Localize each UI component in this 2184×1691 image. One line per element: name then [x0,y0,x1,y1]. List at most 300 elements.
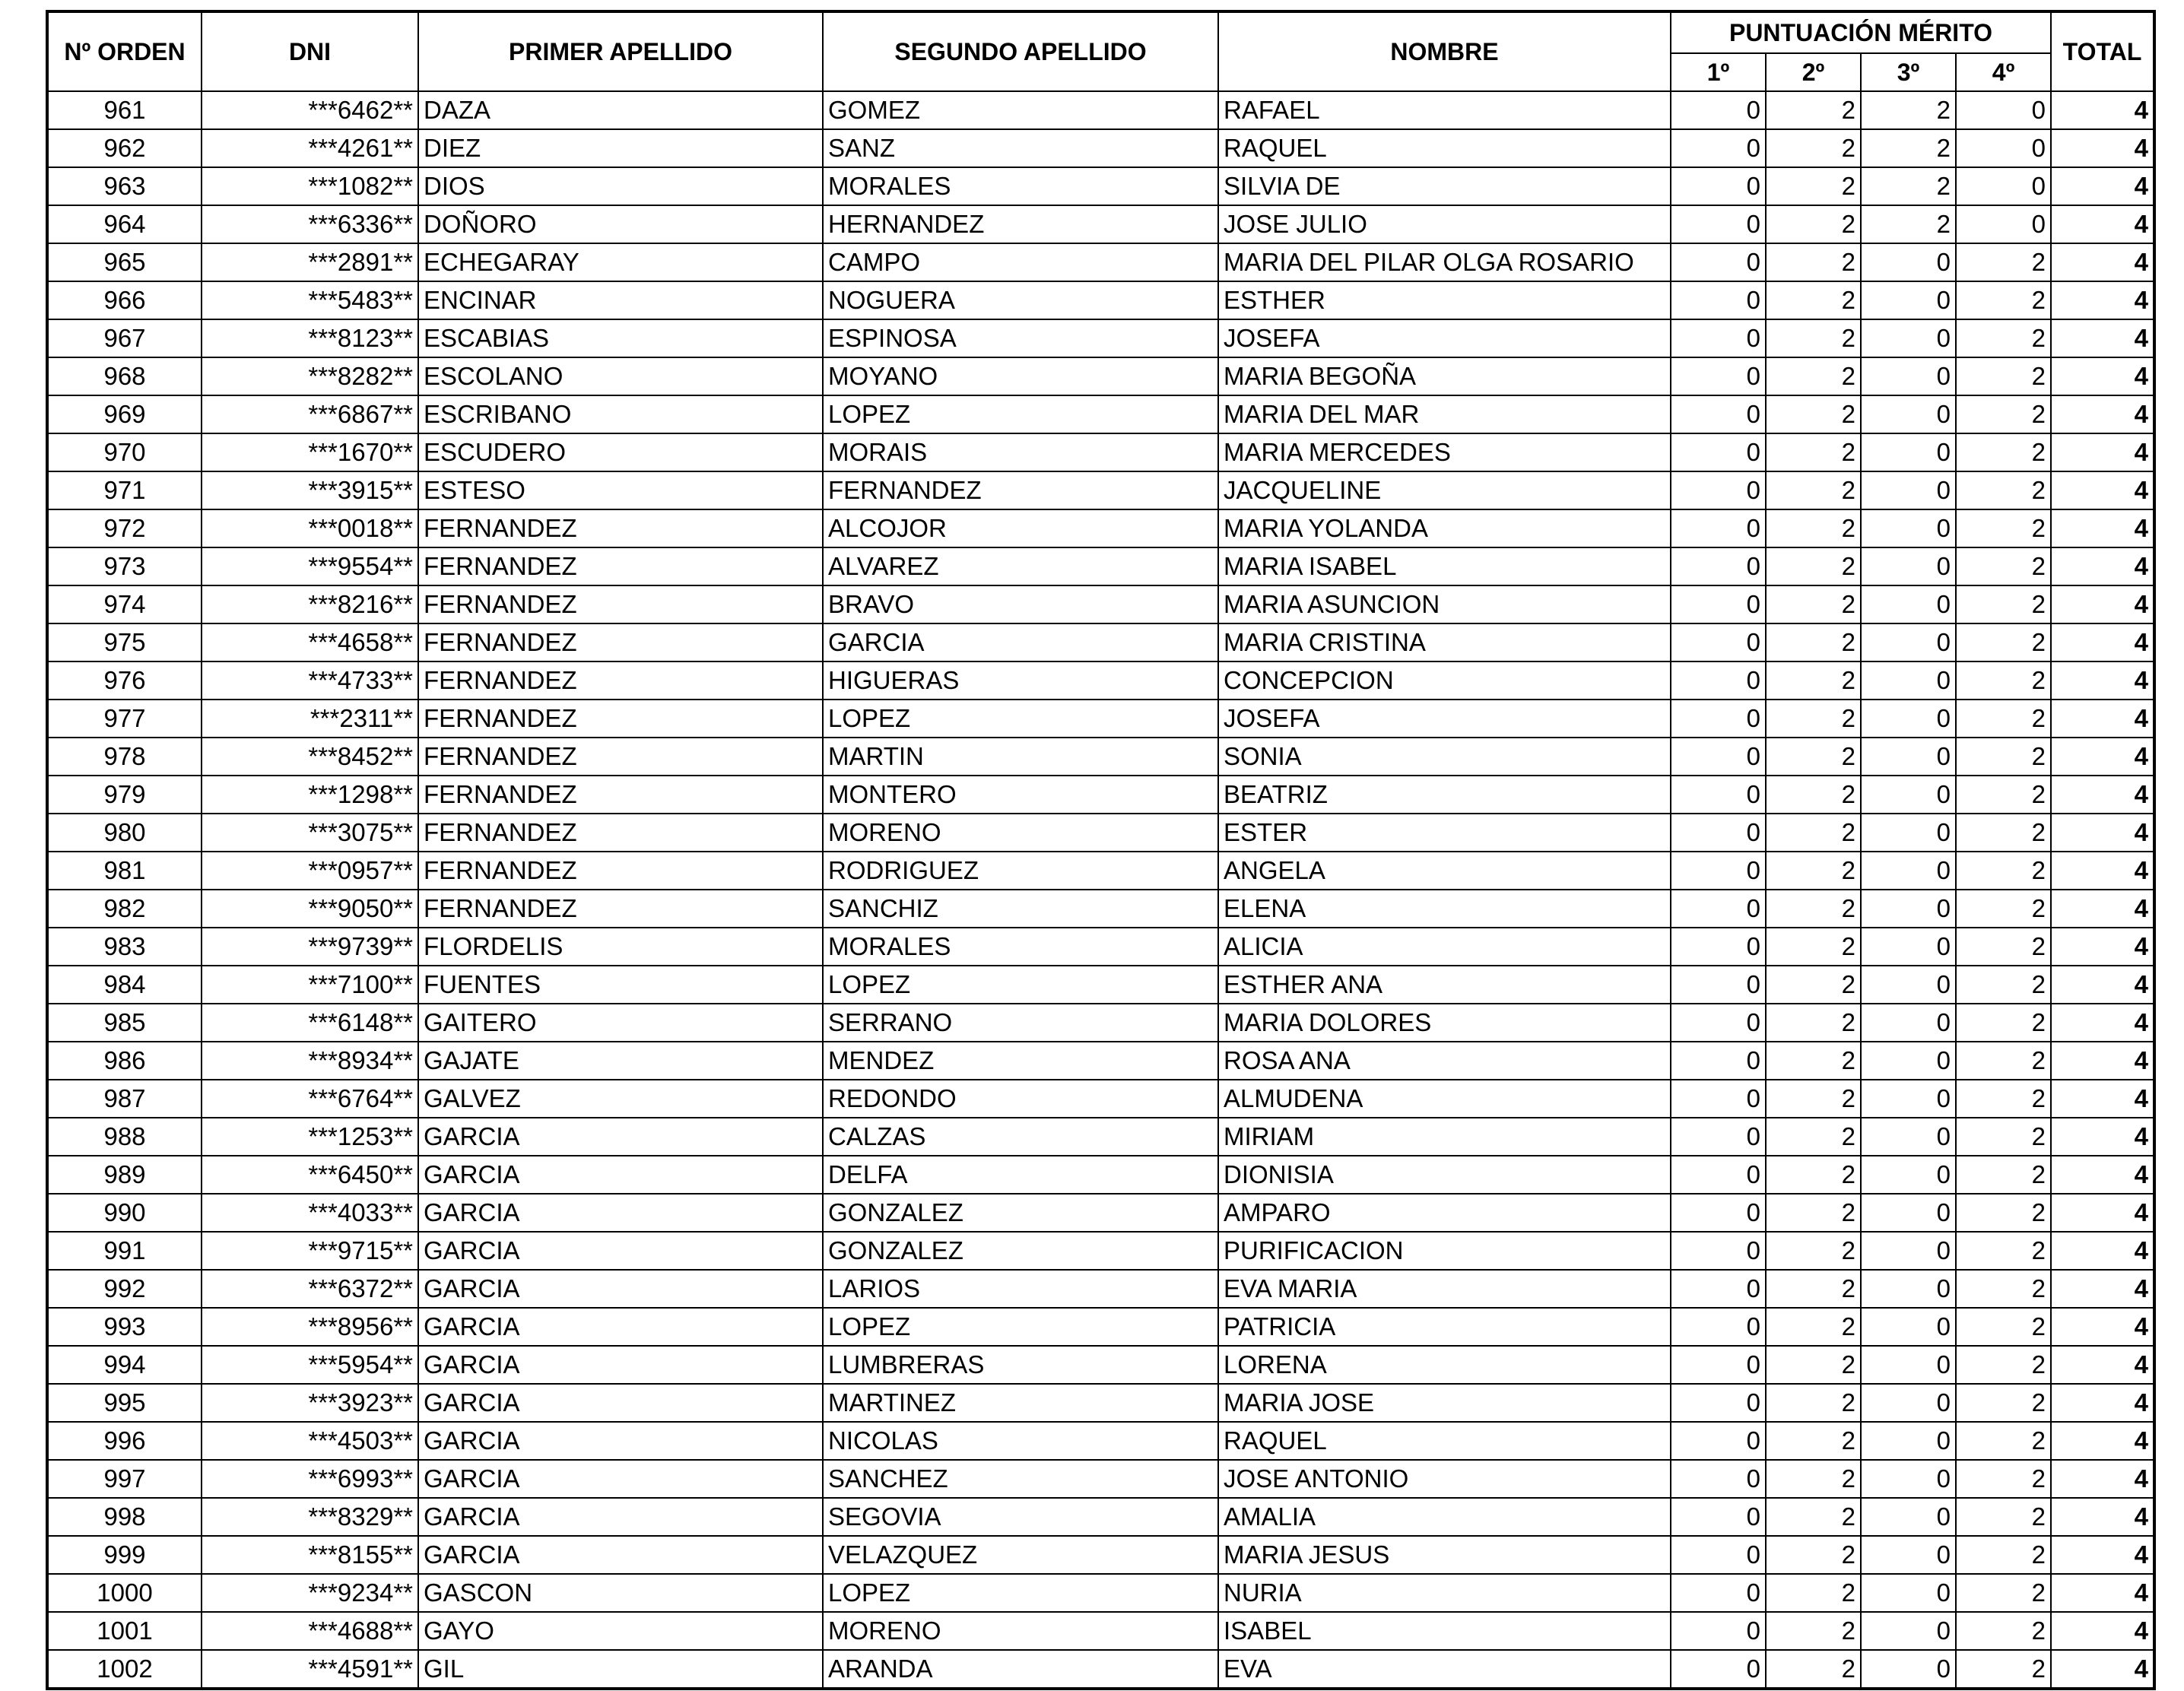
cell-p3: 0 [1861,890,1956,928]
table-row [47,585,2154,623]
cell-p1: 0 [1671,395,1766,433]
cell-primer-apellido: FERNANDEZ [418,814,823,852]
cell-p4: 2 [1956,814,2051,852]
cell-dni: ***4591** [202,1650,418,1689]
cell-nombre: MARIA BEGOÑA [1218,357,1671,395]
cell-dni: ***4503** [202,1422,418,1460]
cell-segundo-apellido: SEGOVIA [823,1498,1218,1536]
cell-segundo-apellido: GONZALEZ [823,1194,1218,1232]
cell-segundo-apellido: LOPEZ [823,395,1218,433]
cell-nombre: RAQUEL [1218,1422,1671,1460]
cell-p1: 0 [1671,91,1766,129]
cell-orden: 971 [47,471,202,509]
cell-nombre: EVA MARIA [1218,1270,1671,1308]
cell-total: 4 [2051,623,2154,661]
cell-primer-apellido: GAJATE [418,1042,823,1080]
cell-p3: 0 [1861,357,1956,395]
cell-nombre: ALMUDENA [1218,1080,1671,1118]
table-row [47,623,2154,661]
cell-dni: ***2311** [202,700,418,738]
table-row [47,738,2154,776]
cell-total: 4 [2051,1042,2154,1080]
cell-orden: 997 [47,1460,202,1498]
table-row [47,243,2154,281]
cell-p4: 2 [1956,661,2051,700]
cell-p1: 0 [1671,1232,1766,1270]
cell-nombre: AMALIA [1218,1498,1671,1536]
cell-p4: 2 [1956,1156,2051,1194]
cell-dni: ***4658** [202,623,418,661]
cell-nombre: JOSE JULIO [1218,205,1671,243]
cell-p4: 2 [1956,738,2051,776]
cell-p1: 0 [1671,1156,1766,1194]
cell-p2: 2 [1766,1650,1861,1689]
cell-total: 4 [2051,585,2154,623]
cell-dni: ***0018** [202,509,418,547]
cell-p3: 0 [1861,1574,1956,1612]
cell-primer-apellido: GAYO [418,1612,823,1650]
cell-total: 4 [2051,1004,2154,1042]
cell-total: 4 [2051,129,2154,167]
cell-p4: 2 [1956,357,2051,395]
cell-dni: ***9554** [202,547,418,585]
cell-p1: 0 [1671,319,1766,357]
cell-p3: 0 [1861,661,1956,700]
cell-p2: 2 [1766,205,1861,243]
cell-p1: 0 [1671,1194,1766,1232]
cell-p1: 0 [1671,1574,1766,1612]
cell-primer-apellido: GARCIA [418,1498,823,1536]
cell-primer-apellido: GARCIA [418,1308,823,1346]
cell-p2: 2 [1766,1004,1861,1042]
cell-primer-apellido: FERNANDEZ [418,547,823,585]
cell-dni: ***8282** [202,357,418,395]
cell-orden: 964 [47,205,202,243]
cell-segundo-apellido: LOPEZ [823,966,1218,1004]
cell-p3: 0 [1861,776,1956,814]
cell-p2: 2 [1766,281,1861,319]
cell-segundo-apellido: MONTERO [823,776,1218,814]
table-row [47,1004,2154,1042]
cell-orden: 970 [47,433,202,471]
cell-total: 4 [2051,890,2154,928]
cell-total: 4 [2051,1308,2154,1346]
table-row [47,1118,2154,1156]
cell-segundo-apellido: ARANDA [823,1650,1218,1689]
cell-p4: 2 [1956,700,2051,738]
cell-p2: 2 [1766,814,1861,852]
cell-p2: 2 [1766,1574,1861,1612]
cell-primer-apellido: ESCOLANO [418,357,823,395]
cell-p1: 0 [1671,928,1766,966]
cell-segundo-apellido: MENDEZ [823,1042,1218,1080]
cell-segundo-apellido: RODRIGUEZ [823,852,1218,890]
cell-dni: ***4688** [202,1612,418,1650]
table-row [47,1270,2154,1308]
cell-total: 4 [2051,281,2154,319]
cell-nombre: SILVIA DE [1218,167,1671,205]
cell-p1: 0 [1671,1460,1766,1498]
cell-nombre: MARIA DOLORES [1218,1004,1671,1042]
cell-nombre: JACQUELINE [1218,471,1671,509]
cell-p2: 2 [1766,509,1861,547]
cell-p1: 0 [1671,547,1766,585]
cell-p3: 0 [1861,623,1956,661]
cell-orden: 992 [47,1270,202,1308]
cell-p4: 2 [1956,1650,2051,1689]
cell-p2: 2 [1766,852,1861,890]
header-puntuacion-merito: PUNTUACIÓN MÉRITO [1671,11,2051,53]
cell-p1: 0 [1671,1308,1766,1346]
cell-p1: 0 [1671,167,1766,205]
cell-primer-apellido: FERNANDEZ [418,509,823,547]
cell-p3: 0 [1861,1080,1956,1118]
cell-nombre: DIONISIA [1218,1156,1671,1194]
cell-orden: 990 [47,1194,202,1232]
cell-p3: 0 [1861,1042,1956,1080]
cell-p3: 0 [1861,966,1956,1004]
cell-p2: 2 [1766,1422,1861,1460]
cell-orden: 981 [47,852,202,890]
cell-p3: 0 [1861,243,1956,281]
cell-dni: ***0957** [202,852,418,890]
cell-p3: 0 [1861,433,1956,471]
table-row [47,129,2154,167]
table-row [47,471,2154,509]
cell-p1: 0 [1671,814,1766,852]
cell-p2: 2 [1766,966,1861,1004]
cell-p3: 0 [1861,1004,1956,1042]
cell-orden: 985 [47,1004,202,1042]
cell-total: 4 [2051,1194,2154,1232]
cell-dni: ***4261** [202,129,418,167]
cell-segundo-apellido: HERNANDEZ [823,205,1218,243]
cell-p3: 0 [1861,1460,1956,1498]
cell-p4: 2 [1956,585,2051,623]
cell-dni: ***5954** [202,1346,418,1384]
cell-segundo-apellido: REDONDO [823,1080,1218,1118]
cell-dni: ***7100** [202,966,418,1004]
cell-nombre: LORENA [1218,1346,1671,1384]
cell-p4: 2 [1956,1498,2051,1536]
cell-segundo-apellido: LOPEZ [823,1308,1218,1346]
table-row [47,1194,2154,1232]
cell-segundo-apellido: ESPINOSA [823,319,1218,357]
table-row [47,1308,2154,1346]
cell-p1: 0 [1671,1004,1766,1042]
cell-p4: 2 [1956,1004,2051,1042]
cell-p3: 0 [1861,1612,1956,1650]
cell-total: 4 [2051,928,2154,966]
cell-nombre: MARIA DEL MAR [1218,395,1671,433]
cell-p3: 0 [1861,547,1956,585]
cell-p1: 0 [1671,661,1766,700]
cell-primer-apellido: GIL [418,1650,823,1689]
cell-primer-apellido: GARCIA [418,1422,823,1460]
table-row [47,928,2154,966]
cell-segundo-apellido: LARIOS [823,1270,1218,1308]
cell-dni: ***1670** [202,433,418,471]
cell-segundo-apellido: MORALES [823,167,1218,205]
cell-total: 4 [2051,1574,2154,1612]
cell-p4: 0 [1956,129,2051,167]
cell-dni: ***8956** [202,1308,418,1346]
cell-p2: 2 [1766,91,1861,129]
cell-orden: 1000 [47,1574,202,1612]
cell-nombre: SONIA [1218,738,1671,776]
header-p3: 3º [1861,53,1956,91]
cell-primer-apellido: DOÑORO [418,205,823,243]
cell-p4: 0 [1956,167,2051,205]
cell-p3: 0 [1861,1384,1956,1422]
header-p4: 4º [1956,53,2051,91]
cell-total: 4 [2051,91,2154,129]
cell-p1: 0 [1671,1384,1766,1422]
cell-dni: ***8155** [202,1536,418,1574]
cell-p3: 0 [1861,1156,1956,1194]
header-p1: 1º [1671,53,1766,91]
cell-p3: 0 [1861,1270,1956,1308]
cell-primer-apellido: ESTESO [418,471,823,509]
cell-total: 4 [2051,1384,2154,1422]
header-primer-apellido: PRIMER APELLIDO [418,11,823,91]
cell-total: 4 [2051,1156,2154,1194]
cell-dni: ***8216** [202,585,418,623]
cell-p4: 2 [1956,281,2051,319]
cell-p1: 0 [1671,357,1766,395]
cell-dni: ***6462** [202,91,418,129]
cell-orden: 973 [47,547,202,585]
cell-nombre: ESTER [1218,814,1671,852]
cell-primer-apellido: GARCIA [418,1460,823,1498]
cell-primer-apellido: ENCINAR [418,281,823,319]
cell-primer-apellido: FERNANDEZ [418,890,823,928]
cell-dni: ***9050** [202,890,418,928]
cell-p3: 0 [1861,700,1956,738]
cell-orden: 979 [47,776,202,814]
cell-p2: 2 [1766,1460,1861,1498]
cell-p2: 2 [1766,776,1861,814]
cell-p4: 2 [1956,395,2051,433]
cell-orden: 987 [47,1080,202,1118]
table-row [47,1080,2154,1118]
cell-primer-apellido: FERNANDEZ [418,776,823,814]
cell-total: 4 [2051,738,2154,776]
cell-p4: 2 [1956,471,2051,509]
table-row [47,814,2154,852]
cell-p3: 0 [1861,1650,1956,1689]
table-row [47,966,2154,1004]
cell-primer-apellido: FUENTES [418,966,823,1004]
cell-segundo-apellido: MARTIN [823,738,1218,776]
cell-dni: ***9234** [202,1574,418,1612]
cell-nombre: RAFAEL [1218,91,1671,129]
cell-segundo-apellido: ALCOJOR [823,509,1218,547]
cell-dni: ***6336** [202,205,418,243]
header-p2: 2º [1766,53,1861,91]
cell-p1: 0 [1671,585,1766,623]
cell-p2: 2 [1766,928,1861,966]
cell-orden: 965 [47,243,202,281]
cell-segundo-apellido: CALZAS [823,1118,1218,1156]
cell-nombre: MARIA DEL PILAR OLGA ROSARIO [1218,243,1671,281]
cell-p1: 0 [1671,700,1766,738]
cell-nombre: MARIA JOSE [1218,1384,1671,1422]
cell-primer-apellido: GARCIA [418,1346,823,1384]
cell-segundo-apellido: NOGUERA [823,281,1218,319]
cell-nombre: ESTHER ANA [1218,966,1671,1004]
cell-primer-apellido: GARCIA [418,1536,823,1574]
results-table [46,10,2156,1690]
cell-p2: 2 [1766,129,1861,167]
cell-orden: 982 [47,890,202,928]
table-row [47,1232,2154,1270]
cell-nombre: AMPARO [1218,1194,1671,1232]
cell-primer-apellido: FERNANDEZ [418,852,823,890]
cell-p2: 2 [1766,1080,1861,1118]
cell-primer-apellido: GARCIA [418,1156,823,1194]
table-body [47,91,2154,1689]
cell-primer-apellido: DIOS [418,167,823,205]
cell-primer-apellido: GARCIA [418,1194,823,1232]
cell-nombre: ROSA ANA [1218,1042,1671,1080]
cell-nombre: ESTHER [1218,281,1671,319]
table-row [47,1612,2154,1650]
header-segundo-apellido: SEGUNDO APELLIDO [823,11,1218,91]
cell-primer-apellido: ESCABIAS [418,319,823,357]
cell-p4: 2 [1956,1384,2051,1422]
cell-dni: ***9739** [202,928,418,966]
cell-p1: 0 [1671,1042,1766,1080]
cell-orden: 1001 [47,1612,202,1650]
cell-orden: 984 [47,966,202,1004]
cell-p3: 0 [1861,814,1956,852]
cell-segundo-apellido: LOPEZ [823,1574,1218,1612]
cell-total: 4 [2051,243,2154,281]
header-orden: Nº ORDEN [47,11,202,91]
cell-primer-apellido: FERNANDEZ [418,738,823,776]
cell-p3: 0 [1861,1536,1956,1574]
cell-p2: 2 [1766,1346,1861,1384]
cell-p4: 0 [1956,91,2051,129]
cell-dni: ***3075** [202,814,418,852]
cell-primer-apellido: GARCIA [418,1232,823,1270]
table-row [47,1650,2154,1689]
cell-dni: ***6148** [202,1004,418,1042]
cell-primer-apellido: DIEZ [418,129,823,167]
cell-p4: 2 [1956,547,2051,585]
cell-p1: 0 [1671,1118,1766,1156]
cell-p2: 2 [1766,1118,1861,1156]
cell-orden: 999 [47,1536,202,1574]
cell-p2: 2 [1766,623,1861,661]
cell-total: 4 [2051,471,2154,509]
table-row [47,1422,2154,1460]
cell-p2: 2 [1766,700,1861,738]
cell-p2: 2 [1766,319,1861,357]
cell-p2: 2 [1766,1156,1861,1194]
cell-p4: 2 [1956,433,2051,471]
cell-dni: ***6372** [202,1270,418,1308]
table-row [47,1536,2154,1574]
cell-primer-apellido: FERNANDEZ [418,700,823,738]
cell-nombre: ISABEL [1218,1612,1671,1650]
cell-p4: 2 [1956,623,2051,661]
cell-p4: 2 [1956,1536,2051,1574]
cell-dni: ***1253** [202,1118,418,1156]
cell-total: 4 [2051,852,2154,890]
cell-p3: 0 [1861,281,1956,319]
cell-dni: ***9715** [202,1232,418,1270]
cell-orden: 961 [47,91,202,129]
table-row [47,357,2154,395]
cell-orden: 967 [47,319,202,357]
cell-nombre: PURIFICACION [1218,1232,1671,1270]
cell-orden: 963 [47,167,202,205]
cell-p1: 0 [1671,966,1766,1004]
cell-p3: 0 [1861,585,1956,623]
cell-nombre: MARIA ISABEL [1218,547,1671,585]
cell-p2: 2 [1766,395,1861,433]
cell-total: 4 [2051,1232,2154,1270]
cell-primer-apellido: DAZA [418,91,823,129]
table-row [47,1156,2154,1194]
cell-segundo-apellido: MARTINEZ [823,1384,1218,1422]
cell-orden: 968 [47,357,202,395]
cell-orden: 975 [47,623,202,661]
cell-p4: 2 [1956,1118,2051,1156]
cell-p1: 0 [1671,890,1766,928]
cell-segundo-apellido: DELFA [823,1156,1218,1194]
cell-p4: 2 [1956,852,2051,890]
table-row [47,319,2154,357]
table-row [47,547,2154,585]
cell-orden: 983 [47,928,202,966]
cell-dni: ***8934** [202,1042,418,1080]
table-header [47,11,2154,91]
cell-p3: 0 [1861,1498,1956,1536]
table-row [47,1460,2154,1498]
cell-segundo-apellido: BRAVO [823,585,1218,623]
header-nombre: NOMBRE [1218,11,1671,91]
cell-p4: 2 [1956,776,2051,814]
cell-segundo-apellido: MORENO [823,1612,1218,1650]
cell-orden: 962 [47,129,202,167]
table-row [47,1042,2154,1080]
cell-segundo-apellido: VELAZQUEZ [823,1536,1218,1574]
cell-p4: 2 [1956,509,2051,547]
cell-total: 4 [2051,433,2154,471]
cell-primer-apellido: GASCON [418,1574,823,1612]
cell-p2: 2 [1766,167,1861,205]
cell-segundo-apellido: SANZ [823,129,1218,167]
cell-total: 4 [2051,700,2154,738]
cell-p1: 0 [1671,509,1766,547]
table-row [47,91,2154,129]
cell-p3: 0 [1861,852,1956,890]
cell-orden: 976 [47,661,202,700]
cell-p2: 2 [1766,547,1861,585]
table-row [47,1384,2154,1422]
cell-p4: 2 [1956,1574,2051,1612]
cell-orden: 991 [47,1232,202,1270]
cell-total: 4 [2051,547,2154,585]
cell-p3: 0 [1861,1118,1956,1156]
table-row [47,205,2154,243]
cell-p4: 2 [1956,928,2051,966]
cell-total: 4 [2051,1118,2154,1156]
cell-total: 4 [2051,966,2154,1004]
